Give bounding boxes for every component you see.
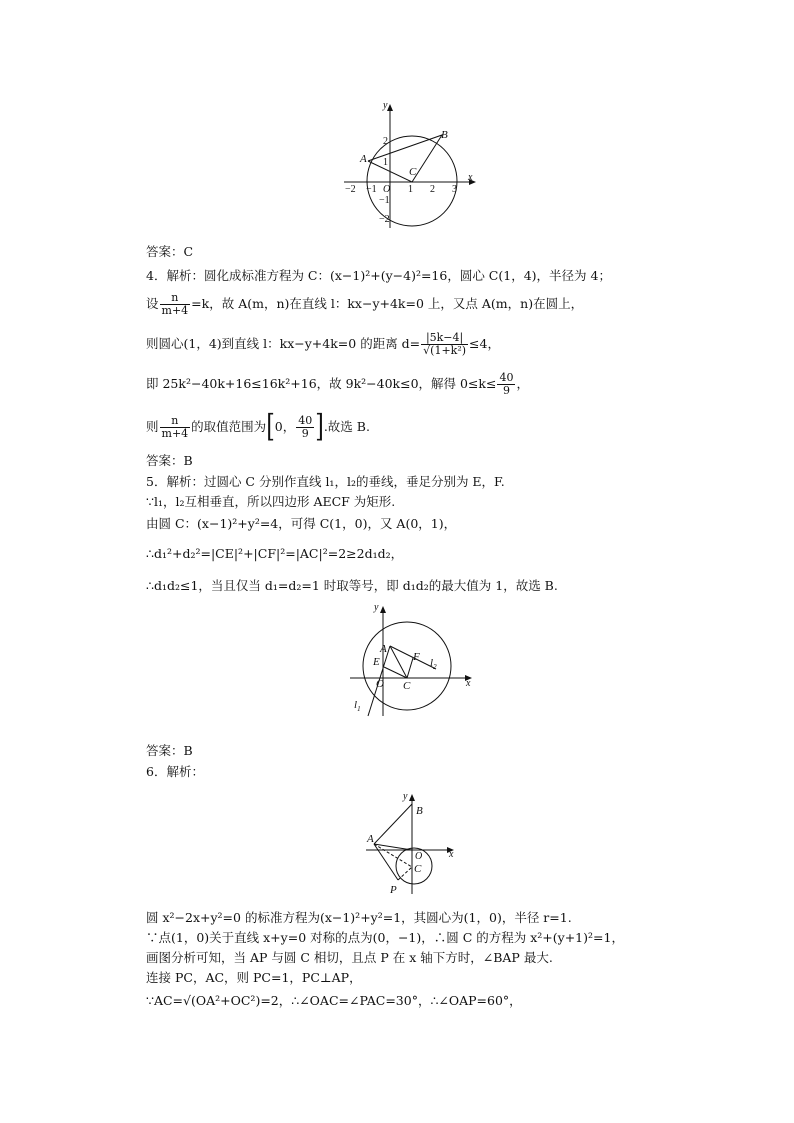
y-tick: −2 bbox=[379, 214, 390, 225]
y-tick: −1 bbox=[379, 195, 390, 206]
q4-line-1: 4．解析：圆化成标准方程为 C：(x−1)²+(y−4)²=16，圆心 C(1，4)，半径为 4； bbox=[146, 268, 611, 283]
y-axis-label: y bbox=[403, 791, 408, 802]
q4-l5-pre: 则 bbox=[146, 419, 159, 434]
figure-tangent-line bbox=[360, 790, 470, 900]
origin-label: O bbox=[415, 851, 423, 862]
y-axis-label: y bbox=[383, 100, 388, 111]
numerator: 40 bbox=[499, 371, 514, 384]
q4-line-3 bbox=[146, 326, 500, 362]
q5-line-5: ∴d₁d₂≤1，当且仅当 d₁=d₂=1 时取等号，即 d₁d₂的最大值为 1，故选 B. bbox=[146, 578, 558, 593]
q5-line-1: 5．解析：过圆心 C 分别作直线 l₁，l₂的垂线，垂足分别为 E，F. bbox=[146, 474, 505, 489]
q6-line-4: 画图分析可知，当 AP 与圆 C 相切，且点 P 在 x 轴下方时，∠BAP 最大. bbox=[146, 950, 553, 965]
numerator: n bbox=[160, 415, 191, 428]
x-tick: 3 bbox=[452, 184, 457, 195]
q6-line-6: ∵AC=√(OA²+OC²)=2，∴∠OAC=∠PAC=30°，∴∠OAP=60°， bbox=[146, 993, 522, 1008]
line-l2-label: $l_2$ bbox=[430, 657, 437, 671]
line-l1-label: $l_1$ bbox=[354, 699, 361, 713]
point-c-label: C bbox=[409, 166, 417, 178]
point-c-label: C bbox=[414, 863, 422, 875]
numerator: n bbox=[160, 292, 191, 305]
point-f-label: F bbox=[413, 651, 420, 663]
x-tick: −2 bbox=[345, 184, 356, 195]
origin-label: O bbox=[376, 678, 384, 690]
x-axis-label: x bbox=[468, 172, 473, 183]
point-a-label: A bbox=[360, 153, 367, 165]
q4-line-2 bbox=[146, 288, 583, 320]
point-p-label: P bbox=[390, 884, 397, 896]
point-a-label: A bbox=[380, 643, 387, 655]
q5-line-2: ∵l₁，l₂互相垂直，所以四边形 AECF 为矩形. bbox=[146, 494, 396, 509]
x-tick: −1 bbox=[366, 184, 377, 195]
x-axis-label: x bbox=[466, 678, 471, 689]
q4-line-4 bbox=[146, 368, 529, 400]
y-tick: 1 bbox=[383, 157, 388, 168]
right-bracket: ] bbox=[315, 409, 324, 445]
fraction bbox=[421, 332, 468, 357]
point-b-label: B bbox=[416, 805, 423, 817]
q6-line-5: 连接 PC，AC，则 PC=1，PC⊥AP， bbox=[146, 970, 362, 985]
q4-l2-post: =k，故 A(m，n)在直线 l：kx−y+4k=0 上，又点 A(m，n)在圆上， bbox=[191, 296, 584, 311]
x-axis-label: x bbox=[449, 849, 454, 860]
point-c-label: C bbox=[403, 680, 411, 692]
q4-line-5 bbox=[146, 410, 370, 444]
q4-l4-pre: 即 25k²−40k+16≤16k²+16，故 9k²−40k≤0，解得 0≤k≤ bbox=[146, 376, 497, 391]
origin-label: O bbox=[383, 184, 391, 195]
fraction bbox=[296, 415, 314, 440]
q6-line-3: ∵点(1，0)关于直线 x+y=0 对称的点为(0，−1)，∴圆 C 的方程为 x²+(y+1)²=1， bbox=[146, 930, 624, 945]
q5-line-3: 由圆 C：(x−1)²+y²=4，可得 C(1，0)，又 A(0，1)， bbox=[146, 516, 457, 531]
fraction bbox=[160, 292, 191, 317]
q4-l4-post: ， bbox=[516, 376, 529, 391]
y-tick: 2 bbox=[383, 136, 388, 147]
figure-perpendicular-lines bbox=[340, 600, 480, 720]
fraction bbox=[160, 415, 191, 440]
figure-circle-ab bbox=[340, 100, 480, 232]
fraction bbox=[497, 372, 515, 397]
point-a-label: A bbox=[367, 833, 374, 845]
q6-line-1: 6．解析： bbox=[146, 764, 204, 779]
answer-5: 答案：B bbox=[146, 743, 193, 758]
numerator: 40 bbox=[298, 414, 313, 427]
x-tick: 2 bbox=[430, 184, 435, 195]
q4-l2-pre: 设 bbox=[146, 296, 159, 311]
answer-4: 答案：B bbox=[146, 453, 193, 468]
y-axis-label: y bbox=[374, 602, 379, 613]
left-bracket: [ bbox=[266, 409, 275, 445]
point-e-label: E bbox=[373, 656, 380, 668]
denominator: m+4 bbox=[161, 427, 189, 440]
q6-line-2: 圆 x²−2x+y²=0 的标准方程为(x−1)²+y²=1，其圆心为(1，0)，半径 r=1. bbox=[146, 910, 572, 925]
denominator: m+4 bbox=[161, 304, 189, 317]
numerator: |5k−4| bbox=[421, 332, 468, 345]
q4-l5-post: .故选 B. bbox=[323, 419, 370, 434]
x-tick: 1 bbox=[408, 184, 413, 195]
q4-l3-post: ≤4， bbox=[469, 336, 500, 351]
q5-line-4: ∴d₁²+d₂²=|CE|²+|CF|²=|AC|²=2≥2d₁d₂， bbox=[146, 546, 404, 561]
q4-l5-mid: 的取值范围为 bbox=[191, 419, 267, 434]
denominator: 9 bbox=[502, 384, 510, 397]
q4-l3-pre: 则圆心(1，4)到直线 l：kx−y+4k=0 的距离 d= bbox=[146, 336, 421, 351]
answer-3: 答案：C bbox=[146, 244, 194, 259]
point-b-label: B bbox=[441, 129, 448, 141]
interval-zero: 0， bbox=[274, 419, 296, 434]
denominator: √(1+k²) bbox=[423, 344, 467, 357]
denominator: 9 bbox=[301, 427, 309, 440]
